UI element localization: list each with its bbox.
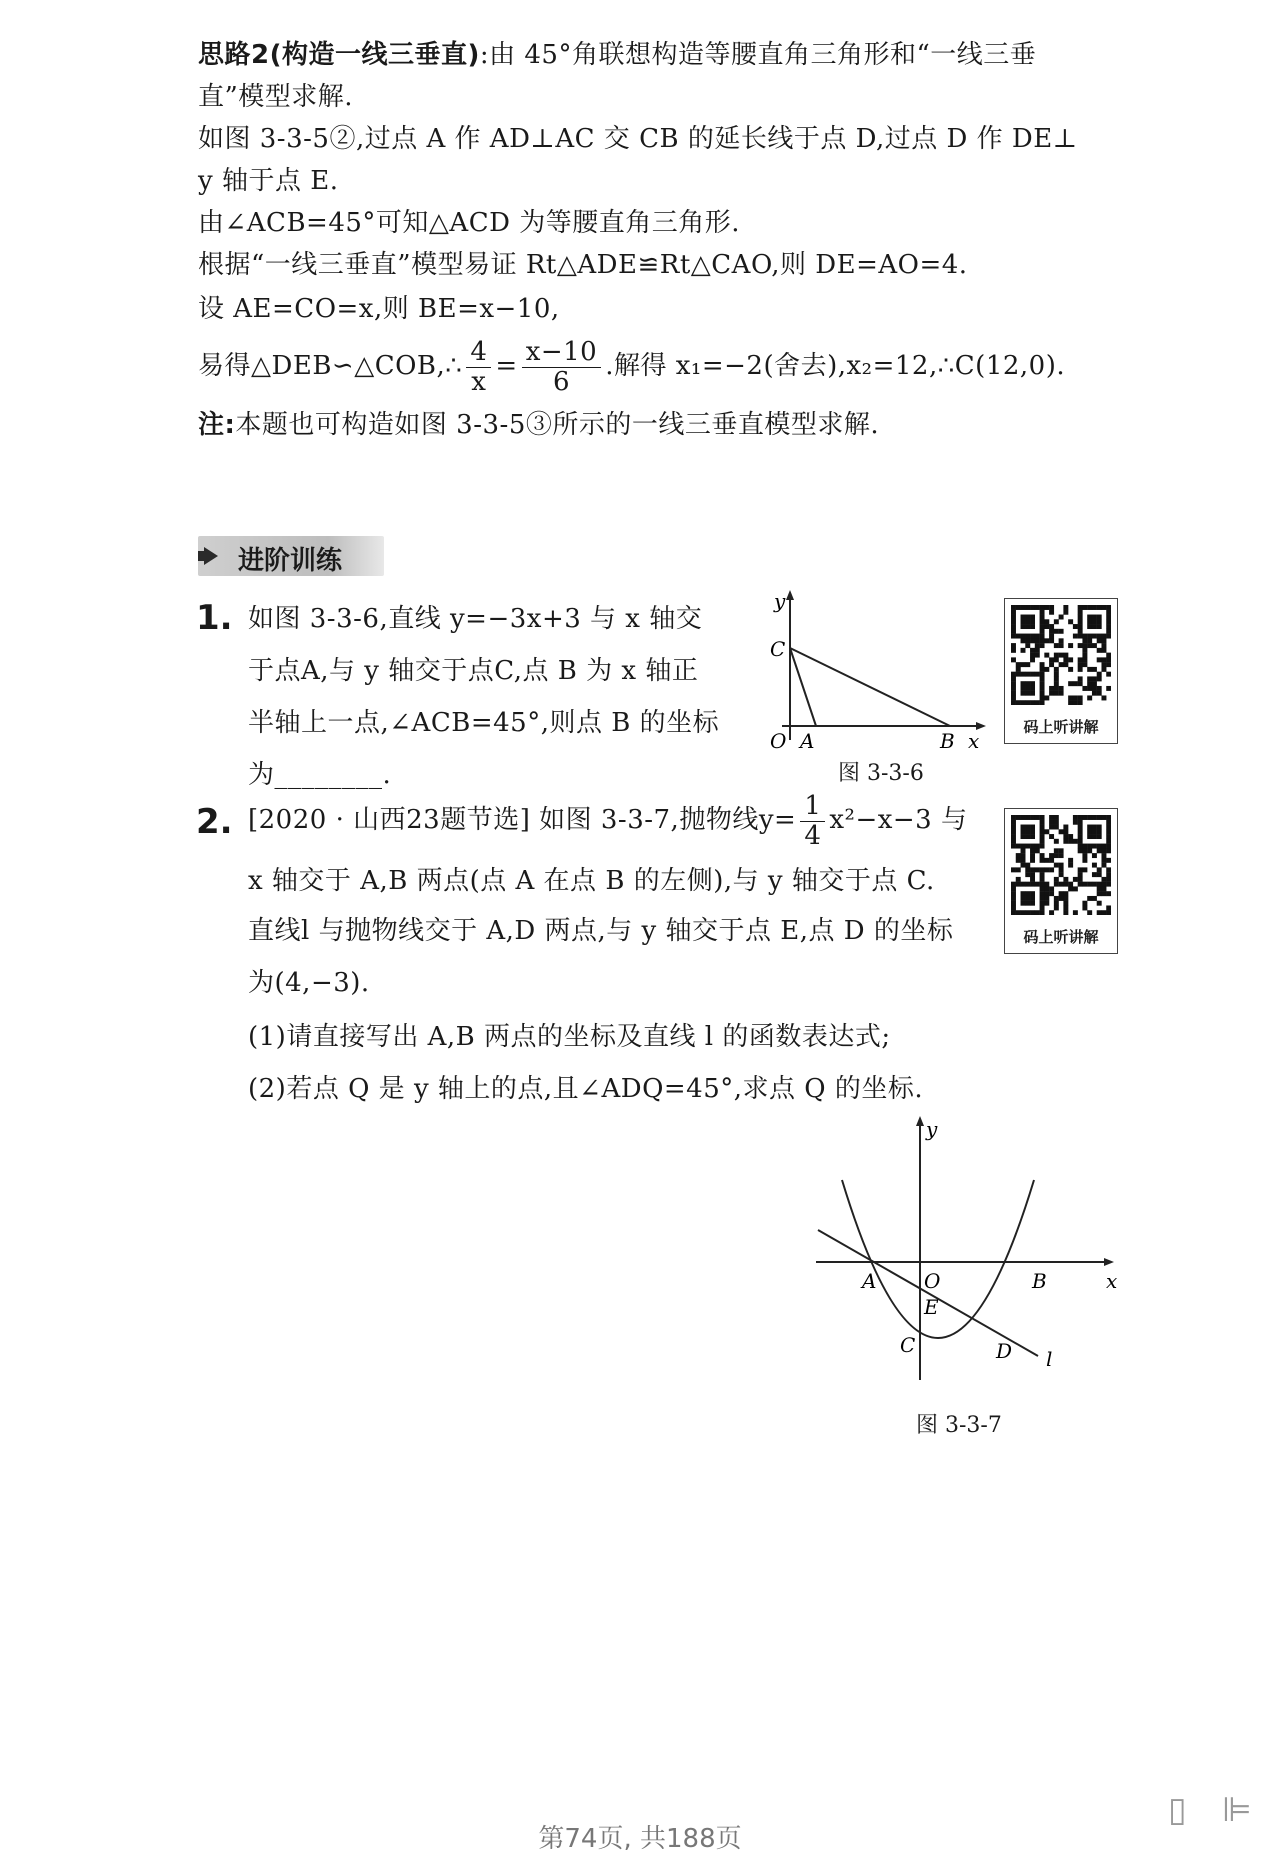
- arrow-right-icon: [204, 547, 218, 565]
- numerator: x−10: [522, 338, 602, 368]
- label-o: O: [924, 1269, 941, 1293]
- text-segment: x²−x−3 与: [829, 805, 968, 836]
- label-x: x: [1106, 1269, 1118, 1293]
- section-banner: [198, 536, 384, 576]
- question-line: 于点A,与 y 轴交于点C,点 B 为 x 轴正: [248, 656, 699, 686]
- text-segment: [2020 · 山西23题节选] 如图 3-3-7,抛物线y=: [248, 805, 797, 836]
- text-segment: :由 45°角联想构造等腰直角三角形和“一线三垂: [479, 40, 1037, 70]
- text-segment: .解得 x₁=−2(舍去),x₂=12,∴C(12,0).: [605, 351, 1066, 381]
- label-o: O: [770, 729, 787, 750]
- text-line: [198, 38, 1036, 72]
- numerator: 1: [800, 792, 825, 822]
- note-text: 本题也可构造如图 3-3-5③所示的一线三垂直模型求解.: [235, 410, 880, 440]
- y-axis-arrow-icon: [786, 590, 794, 600]
- text-segment: 易得△DEB∽△COB,∴: [198, 351, 463, 381]
- page-indicator: 第74页, 共188页: [538, 1824, 742, 1854]
- label-y: y: [774, 590, 786, 613]
- equals-sign: =: [495, 351, 518, 381]
- figure-3-3-6: [760, 590, 990, 750]
- denominator: x: [471, 366, 487, 397]
- line-cb: [790, 648, 950, 726]
- text-line: 由∠ACB=45°可知△ACD 为等腰直角三角形.: [198, 208, 740, 238]
- label-a: A: [862, 1269, 877, 1293]
- qr-label: 码上听讲解: [1023, 928, 1099, 946]
- text-line: 如图 3-3-5②,过点 A 作 AD⊥AC 交 CB 的延长线于点 D,过点 D 作 DE⊥: [198, 124, 1078, 154]
- text-line: 直”模型求解.: [198, 82, 354, 112]
- label-l: l: [1046, 1347, 1053, 1371]
- question-line: x 轴交于 A,B 两点(点 A 在点 B 的左侧),与 y 轴交于点 C.: [248, 866, 935, 896]
- label-c: C: [900, 1333, 916, 1357]
- note-label: 注:: [198, 410, 236, 440]
- qr-code-icon: [1011, 605, 1111, 705]
- text-line: 根据“一线三垂直”模型易证 Rt△ADE≌Rt△CAO,则 DE=AO=4.: [198, 250, 968, 280]
- figure-3-3-7: [800, 1110, 1130, 1400]
- text-line: [198, 336, 1065, 396]
- label-x: x: [968, 729, 980, 750]
- label-a: A: [800, 729, 815, 750]
- text-line: 设 AE=CO=x,则 BE=x−10,: [198, 294, 560, 324]
- figure-caption: 图 3-3-7: [916, 1413, 1002, 1438]
- section-title: 进阶训练: [238, 546, 343, 576]
- fraction: [800, 792, 825, 850]
- question-line: 为________.: [248, 760, 392, 790]
- menu-icon[interactable]: ⊫: [1222, 1790, 1252, 1830]
- layout-icon[interactable]: ▯: [1168, 1790, 1187, 1830]
- question-line: 如图 3-3-6,直线 y=−3x+3 与 x 轴交: [248, 604, 703, 634]
- fraction: [466, 338, 491, 396]
- qr-code[interactable]: [1004, 598, 1118, 744]
- denominator: 6: [552, 366, 570, 397]
- question-number: 1.: [196, 598, 233, 638]
- qr-code[interactable]: [1004, 808, 1118, 954]
- x-axis-arrow-icon: [1104, 1258, 1114, 1266]
- solution-heading: 思路2(构造一线三垂直): [198, 40, 480, 70]
- text-line: y 轴于点 E.: [198, 166, 339, 196]
- label-y: y: [926, 1117, 938, 1141]
- question-part: (1)请直接写出 A,B 两点的坐标及直线 l 的函数表达式;: [248, 1022, 891, 1052]
- denominator: 4: [804, 820, 822, 851]
- qr-label: 码上听讲解: [1023, 718, 1099, 736]
- label-c: C: [770, 637, 786, 661]
- qr-code-icon: [1011, 815, 1111, 915]
- note-line: [198, 408, 879, 442]
- y-axis-arrow-icon: [916, 1116, 924, 1126]
- question-number: 2.: [196, 802, 233, 842]
- question-line: 半轴上一点,∠ACB=45°,则点 B 的坐标: [248, 708, 720, 738]
- question-line: 为(4,−3).: [248, 968, 370, 998]
- question-part: (2)若点 Q 是 y 轴上的点,且∠ADQ=45°,求点 Q 的坐标.: [248, 1074, 924, 1104]
- numerator: 4: [466, 338, 491, 368]
- label-d: D: [996, 1339, 1013, 1363]
- label-b: B: [1032, 1269, 1047, 1293]
- question-line: 直线l 与抛物线交于 A,D 两点,与 y 轴交于点 E,点 D 的坐标: [248, 916, 954, 946]
- label-e: E: [924, 1295, 939, 1319]
- figure-caption: 图 3-3-6: [838, 761, 924, 786]
- fraction: [522, 338, 602, 396]
- label-b: B: [940, 729, 955, 750]
- question-line: [248, 792, 968, 850]
